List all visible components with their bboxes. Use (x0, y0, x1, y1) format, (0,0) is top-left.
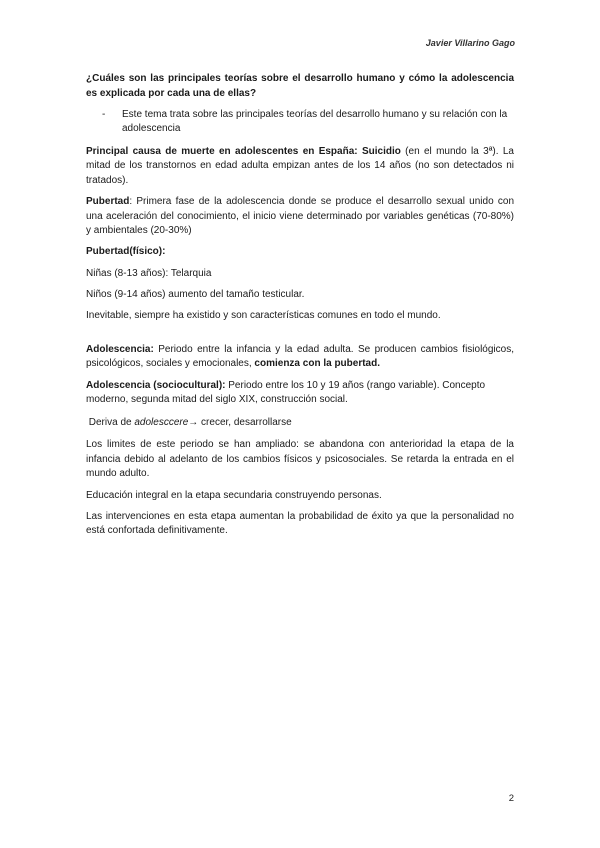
document-body (86, 72, 514, 545)
bullet-marker: - (102, 108, 106, 120)
paragraph-deriva (86, 416, 514, 431)
mortality-label: Principal causa de muerte en adolescentes en España: Suicidio (86, 145, 401, 157)
sociocultural-label: Adolescencia (sociocultural): (86, 379, 226, 391)
paragraph-pubertad (86, 195, 514, 239)
deriva-post: → crecer, desarrollarse (188, 416, 292, 428)
blank-line (86, 330, 514, 343)
paragraph-intervenciones: Las intervenciones en esta etapa aumentan la probabilidad de éxito ya que la personalidad no está confortada definitivamente. (86, 510, 514, 537)
main-question: ¿Cuáles son las principales teorías sobre el desarrollo humano y cómo la adolescencia es explicada por cada una de ellas? (86, 73, 514, 99)
bullet-item (102, 108, 514, 137)
paragraph-ninas: Niñas (8-13 años): Telarquia (86, 267, 212, 279)
pubertad-label: Pubertad (86, 196, 130, 208)
deriva-pre: Deriva de (86, 416, 135, 428)
adolescencia-label: Adolescencia: (86, 343, 154, 355)
bullet-text: Este tema trata sobre las principales teorías del desarrollo humano y su relación con la adolescencia (122, 108, 508, 135)
adolescencia-bold-end: comienza con la pubertad. (254, 358, 381, 370)
deriva-word: adolesccere (134, 416, 189, 428)
paragraph-ninos: Niños (9-14 años) aumento del tamaño testicular. (86, 288, 305, 300)
adolescencia-text: Periodo entre la infancia y la edad adulta. Se producen cambios fisiológicos, psicológicos, sociales y emocionales, (86, 343, 514, 370)
paragraph-sociocultural (86, 379, 514, 408)
paragraph-educacion: Educación integral en la etapa secundaria construyendo personas. (86, 489, 382, 501)
pubertad-fisico-label: Pubertad(físico): (86, 246, 166, 258)
page-number: 2 (508, 793, 514, 804)
paragraph-pubertad-fisico (86, 245, 514, 260)
pubertad-text: : Primera fase de la adolescencia donde se produce el desarrollo sexual unido con una aceleración del conocimiento, el inicio viene determinado por variables genéticas (70-80%) y ambientales (20-30%) (86, 196, 514, 237)
mortality-text: (en el mundo la 3ª). La mitad de los transtornos en edad adulta empizan antes de los 14 años (no son detectados ni tratados). (86, 145, 514, 187)
sociocultural-text: Periodo entre los 10 y 19 años (rango variable). Concepto moderno, segunda mitad del siglo XIX, construcción social. (86, 379, 486, 406)
paragraph-mortality (86, 145, 514, 189)
paragraph-limites: Los limites de este periodo se han ampliado: se abandona con anterioridad la etapa de la infancia debido al adelanto de los cambios físicos y psicosociales. Se retarda la entrada en el mundo adulto. (86, 439, 514, 480)
paragraph-adolescencia (86, 343, 514, 372)
paragraph-inevitable: Inevitable, siempre ha existido y son características comunes en todo el mundo. (86, 309, 441, 321)
author-header: Javier Villarino Gago (425, 38, 515, 48)
